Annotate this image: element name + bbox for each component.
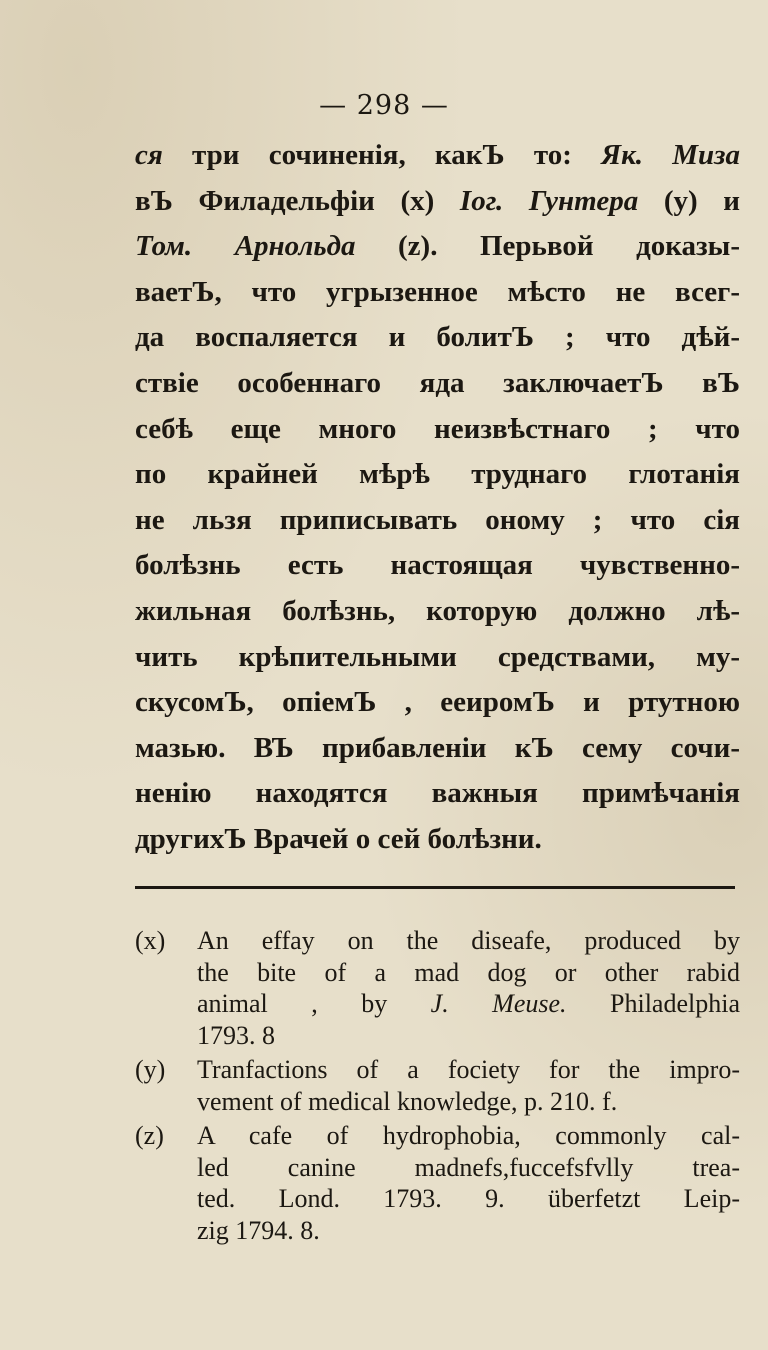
footnote-line: zig 1794. 8.	[197, 1215, 320, 1245]
footnote-line: ted. Lond. 1793. 9. überfetzt Leip-	[197, 1184, 740, 1213]
footnote-mark: (y)	[135, 1055, 166, 1084]
text-line: себѣ еще много неизвѣстнаго ; что	[135, 412, 740, 445]
footnote-y	[135, 1054, 740, 1117]
footnote-mark: (z)	[135, 1121, 164, 1150]
text-line: другихЪ Врачей о сей болѣзни.	[135, 822, 542, 855]
footnote-line: A cafe of hydrophobia, commonly cal-	[197, 1121, 740, 1150]
text-line: да воспаляется и болитЪ ; что дѣй-	[135, 321, 740, 354]
text-line: ствіе особеннаго яда заключаетЪ вЪ	[135, 366, 740, 399]
footnote-line: led canine madnefs,fuccefsfvlly trea-	[197, 1152, 740, 1182]
footnote-line: vement of medical knowledge, p. 210. f.	[197, 1086, 618, 1116]
footnote-line: 1793. 8	[197, 1020, 275, 1050]
text-line: по крайней мѣрѣ труднаго глотанія	[135, 458, 740, 491]
footnote-divider	[135, 886, 735, 889]
footnote-line: An effay on the diseafe, produced by	[197, 926, 740, 955]
text-line: чить крѣпительными средствами, му-	[135, 640, 740, 673]
footnote-mark: (x)	[135, 926, 166, 955]
page-number: — 298 —	[319, 90, 449, 121]
footnote-line: the bite of a mad dog or other rabid	[197, 957, 740, 987]
footnotes	[135, 925, 740, 1249]
body-text	[135, 133, 740, 863]
text-line: жильная болѣзнь, которую должно лѣ-	[135, 594, 740, 627]
text-line: мазью. ВЪ прибавленіи кЪ сему сочи-	[135, 731, 740, 764]
footnote-line: animal , by J. Meuse. Philadelphia	[197, 989, 740, 1018]
text-line: Том. Арнольда (z). Перьвой доказы-	[135, 230, 740, 263]
footnote-x	[135, 925, 740, 1051]
text-line: ненію находятся важныя примѣчанія	[135, 777, 740, 810]
text-line: вЪ Филадельфіи (x) Іог. Гунтера (y) и	[135, 184, 740, 217]
text-line: ся три сочиненія, какЪ то: Як. Миза	[135, 139, 740, 171]
text-line: ваетЪ, что угрызенное мѣсто не всег-	[135, 275, 740, 308]
text-line: не льзя приписывать оному ; что сія	[135, 503, 740, 536]
footnote-line: Tranfactions of a fociety for the impro-	[197, 1055, 740, 1084]
text-line: скусомЪ, опіемЪ , ееиромЪ и ртутною	[135, 686, 740, 719]
footnote-z	[135, 1120, 740, 1246]
text-line: болѣзнь есть настоящая чувственно-	[135, 549, 740, 582]
